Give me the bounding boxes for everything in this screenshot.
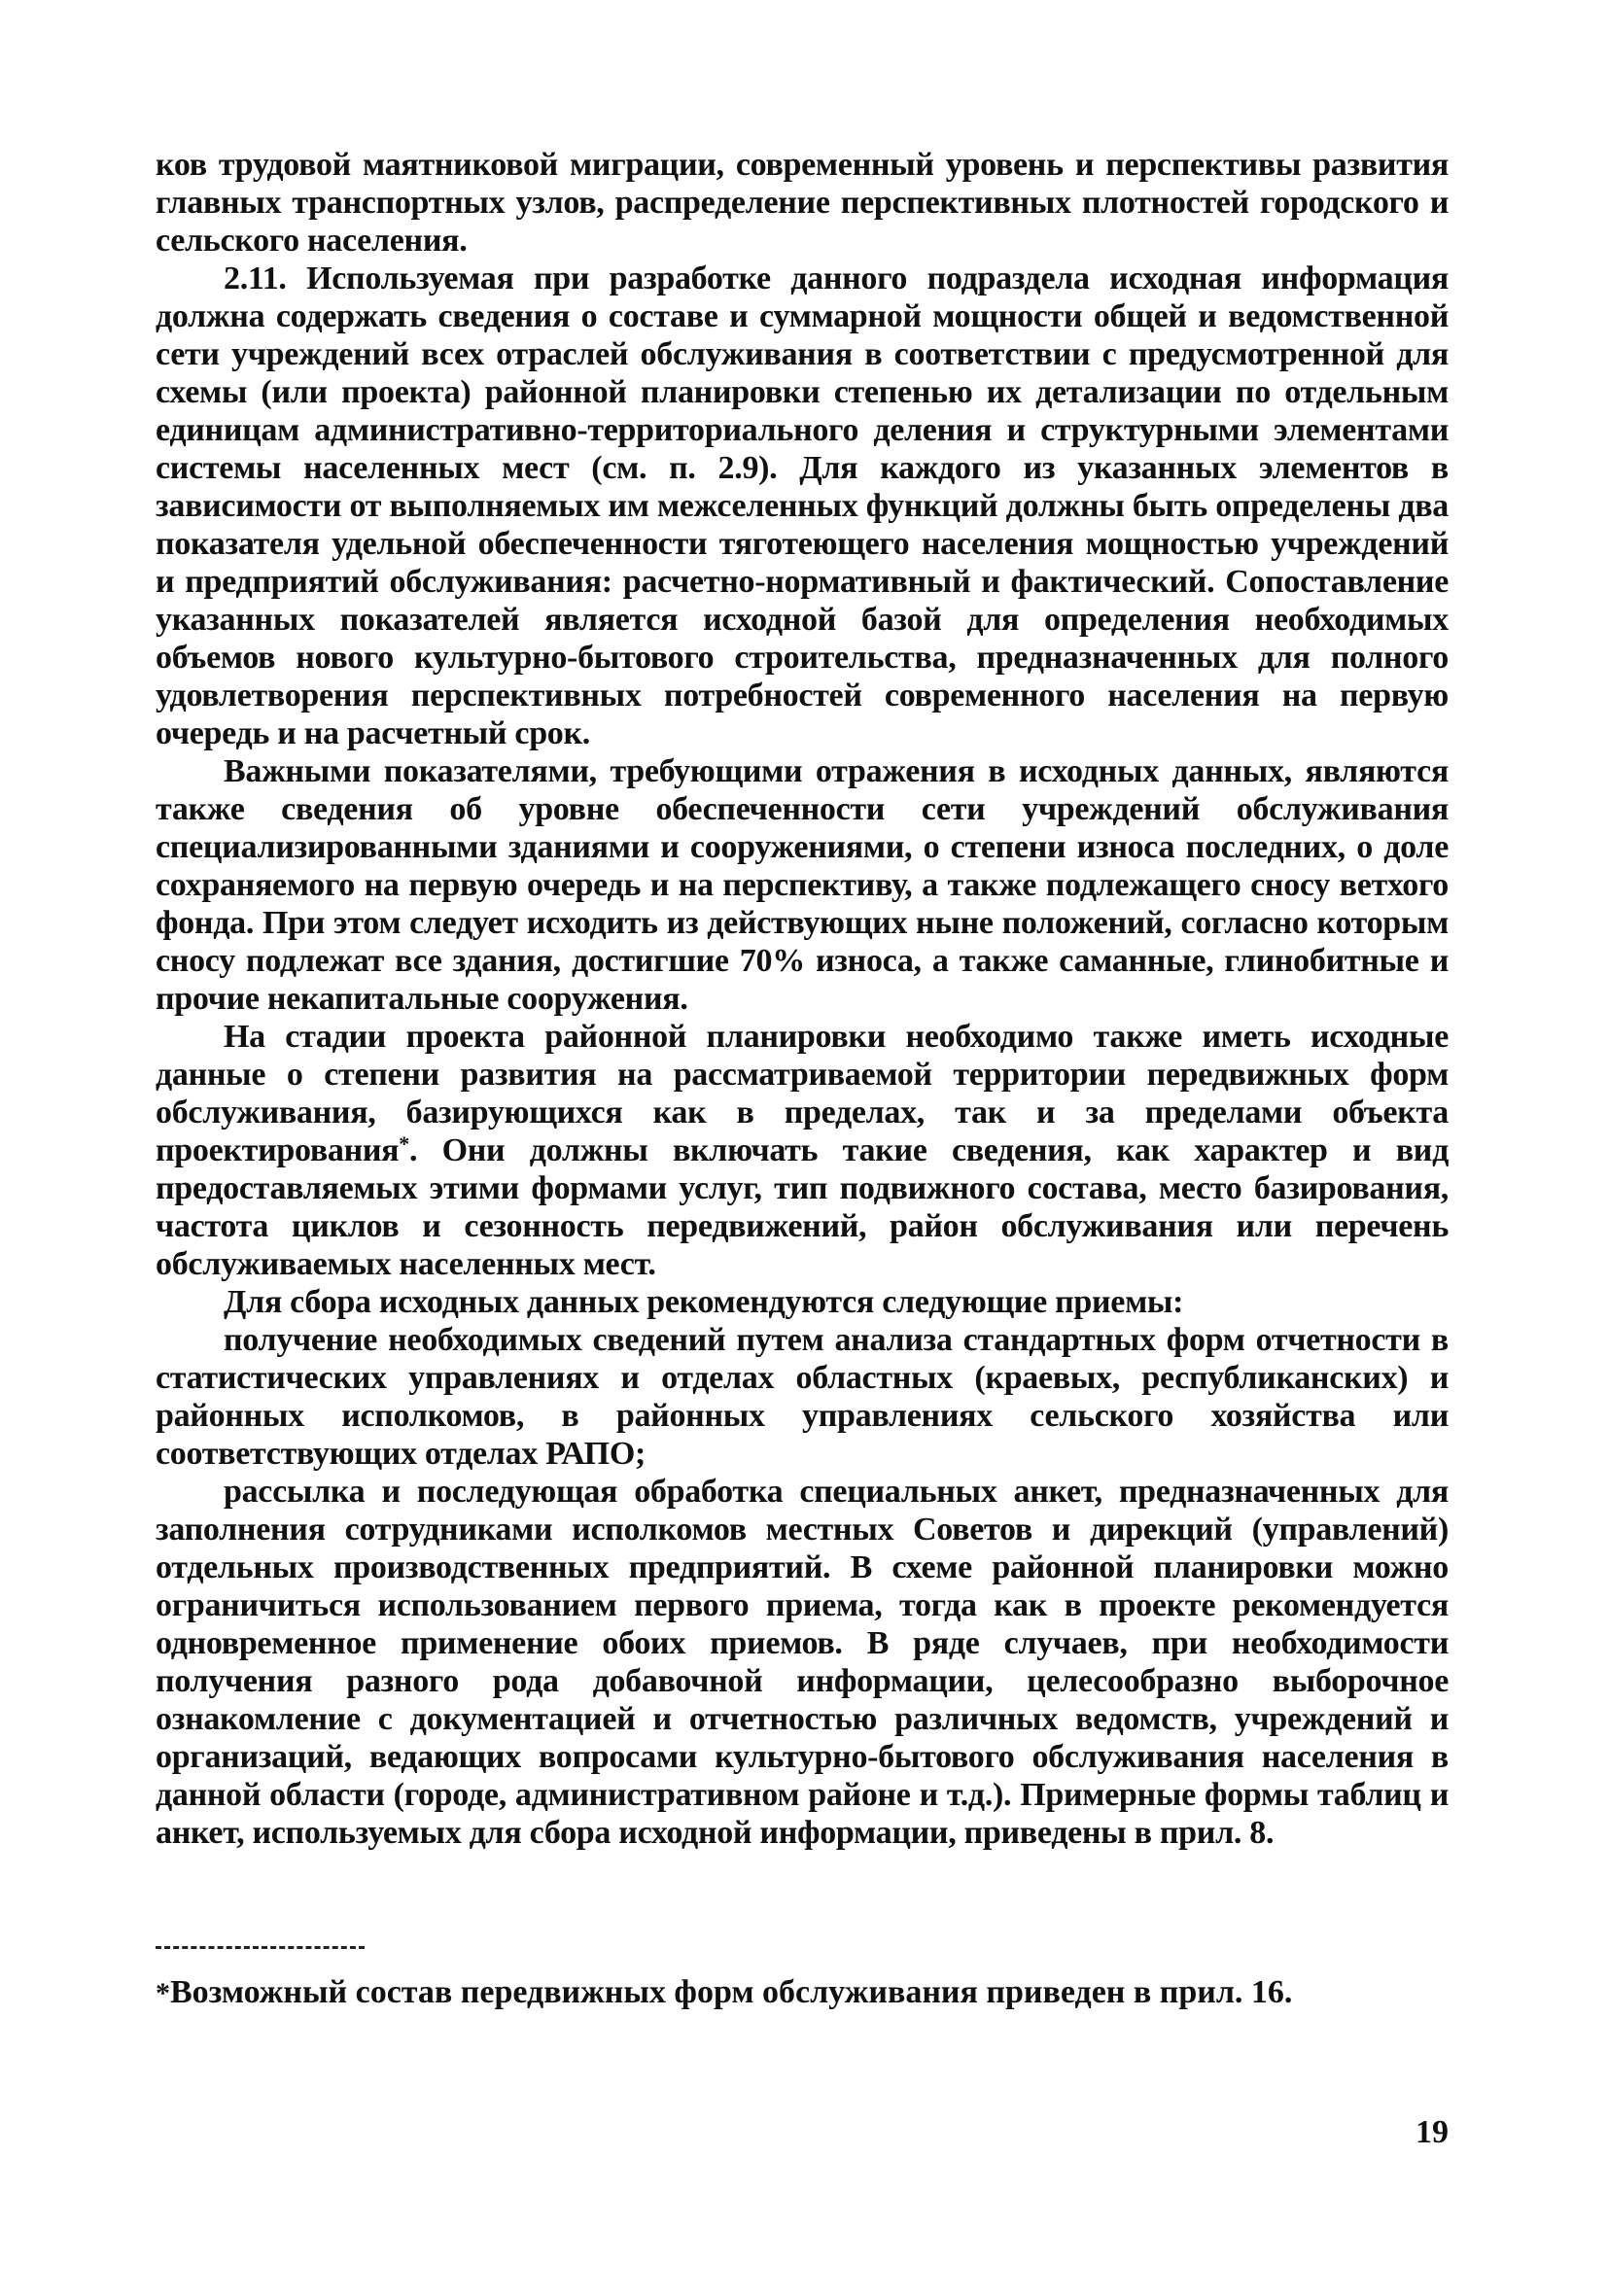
paragraph-7: рассылка и последующая обработка специальных анкет, предназначенных для заполнения сотрудниками исполкомов местных Советов и дирекций (управлений) отдельных производственных предприятий. В схеме районной планировки можно ограничиться использованием первого приема, тогда как в проекте рекомендуется одновременное применение обоих приемов. В ряде случаев, при необходимости получения разного рода добавочной информации, целесообразно выборочное ознакомление с документацией и отчетностью различных ведомств, учреждений и организаций, ведающих вопросами культурно-бытового обслуживания населения в данной области (городе, административном районе и т.д.). Примерные формы таблиц и анкет, используемых для сбора исходной информации, приведены в прил. 8. [156,1474,1449,1851]
paragraph-3: Важными показателями, требующими отражения в исходных данных, являются также сведения об уровне обеспеченности сети учреждений обслуживания специализированными зданиями и сооружениями, о степени износа последних, о доле сохраняемого на первую очередь и на перспективу, а также подлежащего сносу ветхого фонда. При этом следует исходить из действующих ныне положений, согласно которым сносу подлежат все здания, достигшие 70% износа, а также саманные, глинобитные и прочие некапитальные сооружения. [156,753,1449,1017]
paragraph-6: получение необходимых сведений путем анализа стандартных форм отчетности в статистических управлениях и отделах областных (краевых, республиканских) и районных исполкомов, в районных управлениях сельского хозяйства или соответствующих отделах РАПО; [156,1322,1449,1472]
paragraph-4 [156,1018,1449,1283]
paragraph-4-before: На стадии проекта районной планировки необходимо также иметь исходные данные о степени развития на рассматриваемой территории передвижных форм обслуживания, базирующихся как в пределах, так и за пределами объекта проектирования [156,1019,1449,1168]
paragraph-5: Для сбора исходных данных рекомендуются следующие приемы: [224,1284,1184,1320]
paragraph-2: 2.11. Используемая при разработке данного подраздела исходная информация должна содержать сведения о составе и суммарной мощности общей и ведомственной сети учреждений всех отраслей обслуживания в соответствии с предусмотренной для схемы (или проекта) районной планировки степенью их детализации по отдельным единицам административно-территориального деления и структурными элементами системы населенных мест (см. п. 2.9). Для каждого из указанных элементов в зависимости от выполняемых им межселенных функций должны быть определены два показателя удельной обеспеченности тяготеющего населения мощностью учреждений и предприятий обслуживания: расчетно-нормативный и фактический. Сопоставление указанных показателей является исходной базой для определения необходимых объемов нового культурно-бытового строительства, предназначенных для полного удовлетворения перспективных потребностей современного населения на первую очередь и на расчетный срок. [156,261,1449,751]
paragraph-4-after: . Они должны включать такие сведения, как характер и вид предоставляемых этими формами услуг, тип подвижного состава, место базирования, частота циклов и сезонность передвижений, район обслуживания или перечень обслуживаемых населенных мест. [156,1132,1449,1282]
footnote-text: Возможный состав передвижных форм обслуживания приведен в прил. 16. [170,1974,1293,2010]
footnote-reference-mark: * [399,1131,409,1156]
page-number: 19 [1416,2114,1449,2150]
footnote-mark: * [156,1977,170,2009]
footnote-separator [156,1946,365,1949]
paragraph-1: ков трудовой маятниковой миграции, современный уровень и перспективы развития главных транспортных узлов, распределение перспективных плотностей городского и сельского населения. [156,147,1449,259]
body-text [156,146,1449,1852]
footnote [156,1973,1449,2012]
